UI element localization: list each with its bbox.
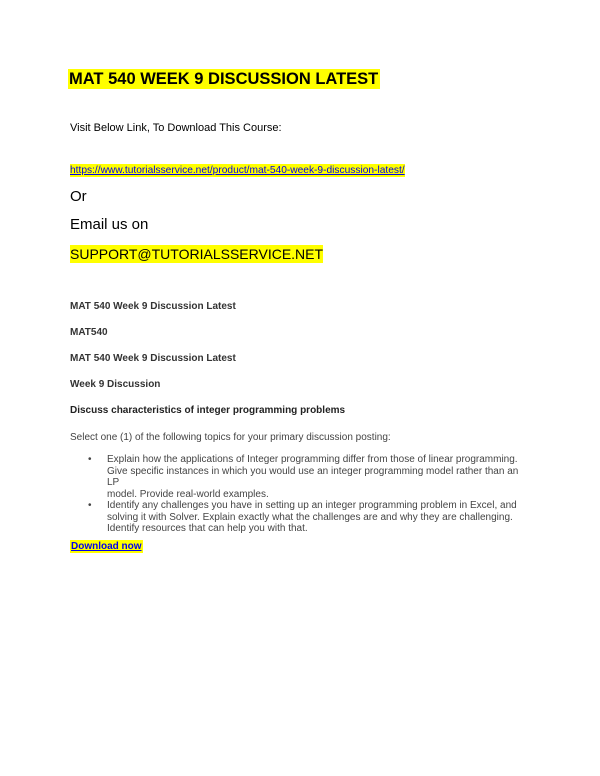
heading-week: Week 9 Discussion	[70, 379, 161, 390]
visit-instruction: Visit Below Link, To Download This Course:	[70, 122, 282, 134]
heading-course-title-repeat: MAT 540 Week 9 Discussion Latest	[70, 353, 236, 364]
list-item-line: Identify resources that can help you with that.	[107, 523, 308, 534]
heading-course-code: MAT540	[70, 327, 108, 338]
list-item-line: Give specific instances in which you would use an integer programming model rather than an LP	[107, 465, 519, 488]
document-title: MAT 540 WEEK 9 DISCUSSION LATEST	[69, 70, 379, 88]
bullet-icon: •	[88, 454, 92, 465]
select-instruction: Select one (1) of the following topics for your primary discussion posting:	[70, 432, 391, 443]
list-item-line: Explain how the applications of Integer programming differ from those of linear programming.	[107, 454, 518, 465]
support-email[interactable]: SUPPORT@TUTORIALSSERVICE.NET	[70, 246, 324, 262]
download-link[interactable]: Download now	[71, 541, 142, 552]
list-item-line: model. Provide real-world examples.	[107, 488, 269, 500]
email-label: Email us on	[70, 216, 149, 233]
list-item-line: Identify any challenges you have in setting up an integer programming problem in Excel, and	[107, 500, 517, 511]
topic-list	[70, 454, 530, 535]
list-item-line: solving it with Solver. Explain exactly what the challenges are and why they are challenging.	[107, 511, 513, 523]
heading-course-title: MAT 540 Week 9 Discussion Latest	[70, 301, 236, 312]
list-item	[70, 454, 530, 500]
or-text: Or	[70, 188, 87, 205]
bullet-icon: •	[88, 500, 92, 511]
course-link[interactable]: https://www.tutorialsservice.net/product/mat-540-week-9-discussion-latest/	[70, 165, 405, 176]
list-item	[70, 500, 530, 535]
heading-discussion-topic: Discuss characteristics of integer programming problems	[70, 405, 346, 416]
